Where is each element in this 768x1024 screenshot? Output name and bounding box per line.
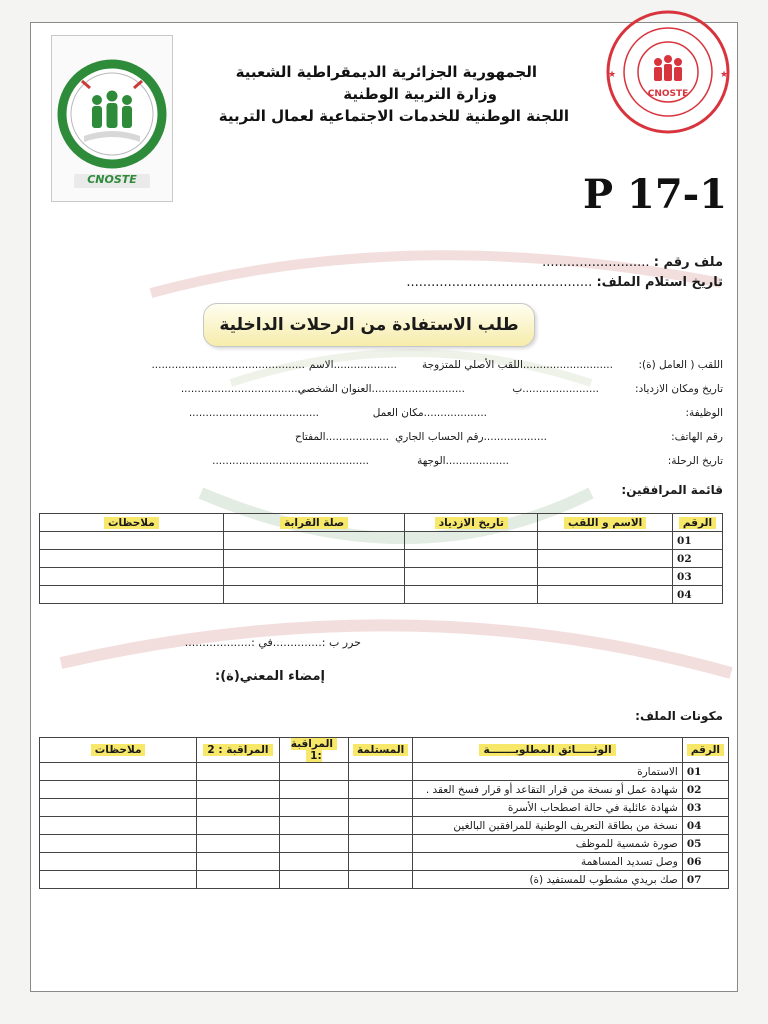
table-row: 06 وصل تسديد المساهمة	[40, 853, 729, 871]
form-title-box	[203, 303, 535, 347]
companions-table	[39, 513, 723, 604]
file-received-row	[406, 275, 723, 290]
companions-header-row	[40, 514, 723, 532]
col-doc-number: الرقم	[682, 738, 728, 763]
col-check-2: المراقبة : 2	[197, 738, 280, 763]
destination-dots: ...............................................	[212, 455, 369, 467]
col-doc-notes: ملاحظات	[40, 738, 197, 763]
table-row: 02	[40, 550, 723, 568]
header-committee: اللجنة الوطنية للخدمات الاجتماعية لعمال التربية	[218, 107, 569, 125]
header-ministry: وزارة التربية الوطنية	[343, 85, 497, 103]
label-address: ............................العنوان الشخصي	[297, 383, 465, 395]
cnoste-logo	[51, 35, 173, 202]
companions-heading: قائمة المرافقين:	[621, 483, 723, 497]
form-code: P 17-1	[583, 171, 728, 218]
table-row: 03 شهادة عائلية في حالة اصطحاب الأسرة	[40, 799, 729, 817]
col-notes: ملاحظات	[40, 514, 224, 532]
address-dots: .......................................	[180, 383, 311, 395]
form-page	[30, 22, 738, 992]
table-row: 07 صك بريدي مشطوب للمستفيد (ة)	[40, 871, 729, 889]
file-received-label: تاريخ استلام الملف:	[596, 275, 723, 290]
label-birth: تاريخ ومكان الازدياد:	[635, 383, 723, 395]
table-row: 01 الاستمارة	[40, 763, 729, 781]
label-destination: ...................الوجهة	[417, 455, 509, 467]
col-doc-name: الوثـــــائق المطلوبـــــــة	[413, 738, 683, 763]
label-surname: اللقب ( العامل (ة):	[638, 359, 723, 371]
label-maiden-name: ...........................اللقب الأصلي للمتزوجة	[422, 359, 613, 371]
logo-text: CNOSTE	[87, 173, 137, 186]
svg-text:★: ★	[720, 70, 729, 80]
file-number-dots: ..........................	[542, 255, 650, 270]
documents-table	[39, 737, 729, 889]
label-first-name: ...................الاسم	[308, 359, 397, 371]
label-key: ...................المفتاح	[294, 431, 389, 443]
col-fullname: الاسم و اللقب	[538, 514, 673, 532]
label-phone: رقم الهاتف:	[671, 431, 723, 443]
file-number-row	[542, 255, 723, 270]
field-row-names	[91, 359, 723, 377]
table-row: 05 صورة شمسية للموظف	[40, 835, 729, 853]
table-row: 01	[40, 532, 723, 550]
field-row-trip	[91, 455, 723, 473]
label-job: الوظيفة:	[685, 407, 723, 419]
label-workplace: ...................مكان العمل	[372, 407, 487, 419]
signature-label: إمضاء المعني(ة):	[215, 669, 325, 684]
official-stamp	[603, 7, 733, 137]
table-row: 02 شهادة عمل أو نسخة من قرار التقاعد أو قرار فسخ العقد .	[40, 781, 729, 799]
header-republic: الجمهورية الجزائرية الديمقراطية الشعبية	[235, 63, 537, 81]
done-at-line: حرر ب :..............في :...................	[184, 636, 361, 649]
file-received-dots: .............................................	[406, 275, 593, 290]
col-check-1: المراقبة :1	[279, 738, 348, 763]
label-trip-date: تاريخ الرحلة:	[667, 455, 723, 467]
stamp-text: CNOSTE	[647, 89, 689, 99]
workplace-dots: .......................................	[188, 407, 319, 419]
label-account: ...................رقم الحساب الجاري	[395, 431, 547, 443]
field-row-birth	[91, 383, 723, 401]
documents-header-row	[40, 738, 729, 763]
table-row: 04	[40, 586, 723, 604]
svg-text:★: ★	[608, 70, 617, 80]
col-received: المستلمة	[349, 738, 413, 763]
form-title: طلب الاستفادة من الرحلات الداخلية	[219, 315, 519, 335]
first-name-dots: ..............................................	[151, 359, 305, 371]
col-number: الرقم	[673, 514, 723, 532]
col-relation: صلة القرابة	[223, 514, 405, 532]
table-row: 04 نسخة من بطاقة التعريف الوطنية للمرافقين البالغين	[40, 817, 729, 835]
file-number-label: ملف رقم :	[653, 255, 723, 270]
field-row-phone	[91, 431, 723, 449]
col-birthdate: تاريخ الازدياد	[405, 514, 538, 532]
field-row-job	[91, 407, 723, 425]
table-row: 03	[40, 568, 723, 586]
documents-heading: مكونات الملف:	[635, 709, 723, 723]
birth-place: .......................ب	[512, 383, 599, 395]
